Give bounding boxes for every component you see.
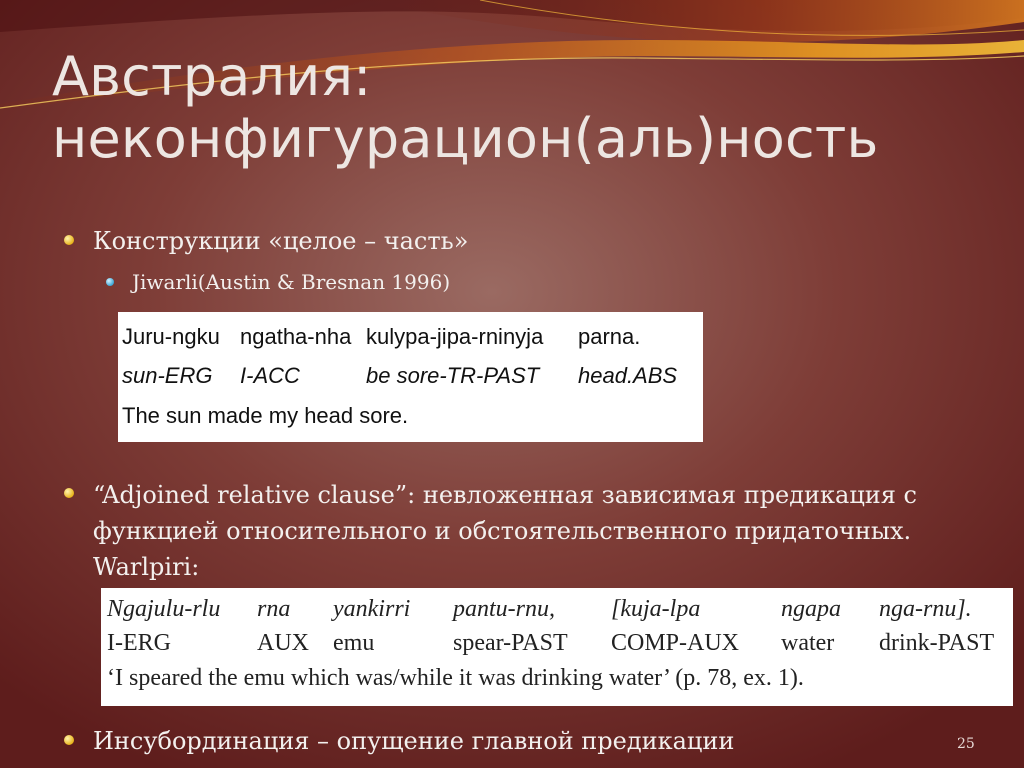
example1-word: ngatha-nha <box>240 324 352 349</box>
example2-word: rna <box>257 596 291 622</box>
example1-gloss: head.ABS <box>578 363 678 388</box>
warlpiri-example <box>101 588 1013 706</box>
example2-gloss: I-ERG <box>107 630 171 656</box>
example2-gloss: COMP-AUX <box>611 630 740 656</box>
slide-title <box>52 46 879 170</box>
bullet-part-whole: Конструкции «целое – часть» <box>93 227 469 255</box>
example2-word: Ngajulu-rlu <box>107 596 221 622</box>
example1-word: kulypa-jipa-rninyja <box>366 324 544 349</box>
example1-translation: The sun made my head sore. <box>122 403 409 428</box>
example2-gloss: drink-PAST <box>879 630 995 656</box>
title-line-2: неконфигурацион(аль)ность <box>52 107 879 170</box>
example2-translation: ‘I speared the emu which was/while it was drinking water’ (p. 78, ex. 1). <box>107 665 804 691</box>
bullet-icon <box>64 735 74 745</box>
title-line-1: Австралия: <box>52 45 372 108</box>
example2-word: yankirri <box>333 596 411 622</box>
example1-gloss: I-ACC <box>240 363 300 388</box>
example2-word: pantu-rnu, <box>453 596 555 622</box>
bullet-adjoined-clause: “Adjoined relative clause”: невложенная зависимая предикация с функцией относительного и обстоятельственного придаточных. Warlpiri: <box>93 481 917 581</box>
sub-bullet-icon <box>106 278 114 286</box>
bullet-insubordination: Инсубординация – опущение главной предикации <box>93 727 735 755</box>
sub-bullet-jiwarli: Jiwarli(Austin & Bresnan 1996) <box>132 270 451 294</box>
example2-gloss: spear-PAST <box>453 630 568 656</box>
example2-gloss: water <box>781 630 835 656</box>
example2-word: nga-rnu]. <box>879 596 972 622</box>
bullet-icon <box>64 235 74 245</box>
example1-gloss: sun-ERG <box>122 363 213 388</box>
example2-word: [kuja-lpa <box>611 596 701 622</box>
example2-gloss: emu <box>333 630 375 656</box>
example1-gloss: be sore-TR-PAST <box>366 363 540 388</box>
page-number: 25 <box>957 736 975 752</box>
example1-word: parna. <box>578 324 641 349</box>
bullet-icon <box>64 488 74 498</box>
example2-gloss: AUX <box>257 630 309 656</box>
example1-word: Juru-ngku <box>122 324 220 349</box>
example2-word: ngapa <box>781 596 841 622</box>
jiwarli-example <box>118 312 703 442</box>
